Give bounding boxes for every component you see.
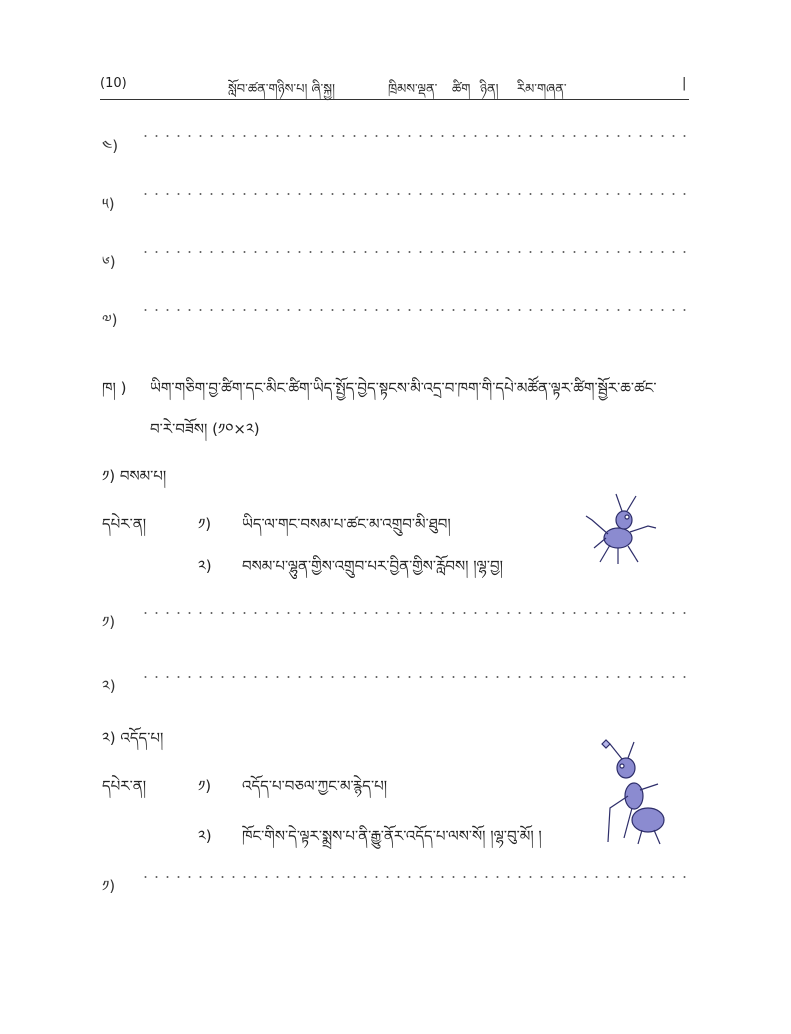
ant-with-cane-illustration — [588, 738, 678, 846]
ant-pointing-illustration — [578, 490, 658, 570]
example-sentence: ཁོང་གིས་དེ་ལྟར་སྨྲས་པ་ནི་རྒྱུ་ནོར་འདོད་པ་ལས་སོ། །ལྷ་བུ་མོ། ། — [242, 827, 542, 845]
example-number: ༢) — [198, 827, 212, 845]
question-text-line1: ཡིག་གཅིག་བྱ་ཚིག་དང་མིང་ཚིག་ཡིད་སྤྱོད་བྱེད་སྟངས་མི་འདྲ་བ་ཁག་གི་དཔེ་མཚོན་ལྟར་ཚིག་སྦྱོར་ཆ་ཚང་ — [150, 379, 657, 397]
example-sentence: འདོད་པ་བཅལ་ཀྱང་མ་རྙེད་པ། — [242, 777, 388, 795]
sub-question-1-label: ༡) བསམ་པ། — [102, 467, 167, 485]
answer-number: ༡) — [102, 613, 116, 631]
sub-question-2-label: ༢) འདོད་པ། — [102, 729, 164, 747]
example-number: ༡) — [198, 515, 212, 533]
subject-label: ཚིག — [452, 82, 471, 97]
answer-number: ༦) — [102, 253, 116, 271]
answer-number: ༢) — [102, 677, 116, 695]
answer-number: ༡) — [102, 877, 116, 895]
example-number: ༢) — [198, 557, 212, 575]
answer-dotted-line[interactable] — [140, 612, 688, 614]
answer-dotted-line[interactable] — [140, 876, 688, 878]
answer-dotted-line[interactable] — [140, 676, 688, 678]
answer-dotted-line[interactable] — [140, 135, 688, 137]
example-label: དཔེར་ན། — [102, 515, 147, 533]
header-rule — [100, 99, 689, 100]
question-text-line2: བ་རེ་བཟོས། (༡༠×༢) — [150, 420, 260, 438]
answer-number: ༥) — [102, 195, 115, 213]
grade-label: ཁྲིམས་ལྡན་ — [388, 82, 438, 97]
book-title: སློབ་ཚན་གཉིས་པ། ཞི་སྐྱ། — [228, 82, 335, 97]
page-number: (10) — [100, 76, 127, 91]
answer-dotted-line[interactable] — [140, 251, 688, 253]
example-label: དཔེར་ན། — [102, 777, 147, 795]
example-sentence: བསམ་པ་ལྷུན་གྱིས་འགྲུབ་པར་བྱིན་གྱིས་རློབས། །ལྷ་བྱ། — [242, 557, 503, 575]
answer-dotted-line[interactable] — [140, 193, 688, 195]
answer-number: ༤) — [102, 137, 119, 155]
exam-label: རིམ་གཞན་ — [517, 82, 567, 97]
answer-number: ༧) — [102, 311, 118, 329]
question-label: ཁ། ) — [102, 379, 127, 397]
header-end-mark: | — [682, 76, 687, 91]
example-number: ༡) — [198, 777, 212, 795]
answer-dotted-line[interactable] — [140, 309, 688, 311]
part-label: ཉིན། — [480, 82, 499, 97]
example-sentence: ཡིད་ལ་གང་བསམ་པ་ཚང་མ་འགྲུབ་མི་ཐུབ། — [242, 515, 451, 533]
